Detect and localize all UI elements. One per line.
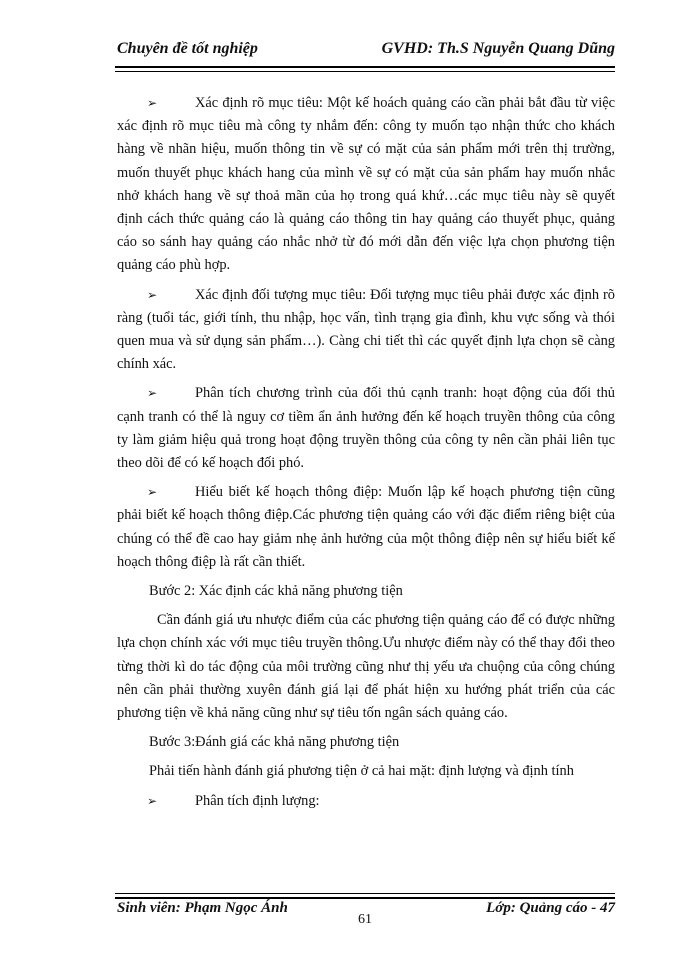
page-number: 61 [358, 912, 372, 927]
paragraph-text: Phân tích chương trình của đối thủ cạnh tranh: hoạt động của đối thủ cạnh tranh có thể là nguy cơ tiềm ẩn ảnh hưởng đến kế hoạch truyền thông của công ty làm giảm hiệu quả trong hoạt động truyền thông của công ty nên cần phải liên tục theo dõi để có kế hoạch đối phó. [117, 385, 615, 472]
footer-class-name: Lớp: Quảng cáo - 47 [486, 900, 615, 916]
arrow-bullet-icon: ➢ [147, 96, 158, 110]
arrow-bullet-icon: ➢ [147, 793, 158, 808]
page-header [115, 40, 615, 62]
header-rule-thick [115, 66, 615, 68]
step-3-heading: Bước 3:Đánh giá các khả năng phương tiện [149, 734, 400, 751]
bullet-paragraph-2 [117, 284, 615, 377]
step-2-heading: Bước 2: Xác định các khả năng phương tiện [149, 583, 403, 600]
step-2-paragraph: Cần đánh giá ưu nhược điểm của các phương tiện quảng cáo để có được những lựa chọn chính xác với mục tiêu truyền thông.Ưu nhược điểm này có thể thay đổi theo từng thời kì do tác động của môi trường cũng như thị yếu ưa chuộng của công chúng nên cần phải thường xuyên đánh giá lại để phát hiện xu hướng phát triển của các phương tiện về khả năng cũng như sự tiêu tốn ngân sách quảng cáo. [117, 612, 615, 722]
arrow-bullet-icon: ➢ [147, 386, 158, 401]
header-rule-thin [115, 71, 615, 72]
bullet-paragraph-1 [117, 92, 615, 278]
footer-rule-thick [115, 897, 615, 899]
arrow-bullet-icon: ➢ [147, 287, 158, 302]
paragraph-text: Xác định rõ mục tiêu: Một kế hoách quảng cáo cần phải bắt đầu từ việc xác định rõ mục tiêu mà công ty nhắm đến: công ty muốn tạo nhận thức cho khách hàng về nhãn hiệu, muốn thông tin về sự có mặt của sản phẩm mới trên thị trường, muốn thuyết phục khách hang của mình về sự có mặt của sản phẩm hay muốn nhắc nhở khách hang về sự thoả mãn của họ trong quá khứ…các mục tiêu này sẽ quyết định cách thức quảng cáo là quảng cáo thông tin hay quảng cáo thuyết phục, quảng cáo so sánh hay quảng cáo nhắc nhở từ đó mới dẫn đến việc lựa chọn phương tiện quảng cáo phù hợp. [117, 95, 615, 274]
bullet-paragraph-5 [117, 790, 615, 813]
header-left-text: Chuyên đề tốt nghiệp [117, 40, 258, 57]
bullet-paragraph-4 [117, 481, 615, 574]
arrow-bullet-icon: ➢ [147, 485, 158, 500]
header-right-text: GVHD: Th.S Nguyễn Quang Dũng [381, 40, 615, 57]
footer-student-name: Sinh viên: Phạm Ngọc Ánh [117, 900, 288, 916]
footer-rule-thin [115, 893, 615, 894]
step-3-paragraph: Phải tiến hành đánh giá phương tiện ở cả hai mặt: định lượng và định tính [149, 763, 574, 780]
page-footer [115, 900, 615, 926]
paragraph-text: Phân tích định lượng: [195, 792, 320, 809]
page-body [117, 92, 615, 819]
paragraph-text: Xác định đối tượng mục tiêu: Đối tượng mục tiêu phải được xác định rõ ràng (tuổi tác, giới tính, thu nhập, học vấn, tình trạng gia đình, khu vực sống và thói quen mua và sử dụng sản phẩm…). Càng chi tiết thì các quyết định lựa chọn sẽ càng chính xác. [117, 286, 615, 373]
paragraph-text: Hiểu biết kế hoạch thông điệp: Muốn lập kế hoạch phương tiện cũng phải biết kế hoạch thông điệp.Các phương tiện quảng cáo với đặc điểm riêng biệt của chúng có thể đề cao hay giảm nhẹ ảnh hưởng của một thông điệp nên sự hiểu biết kế hoạch thông điệp là rất cần thiết. [117, 484, 615, 570]
bullet-paragraph-3 [117, 382, 615, 475]
